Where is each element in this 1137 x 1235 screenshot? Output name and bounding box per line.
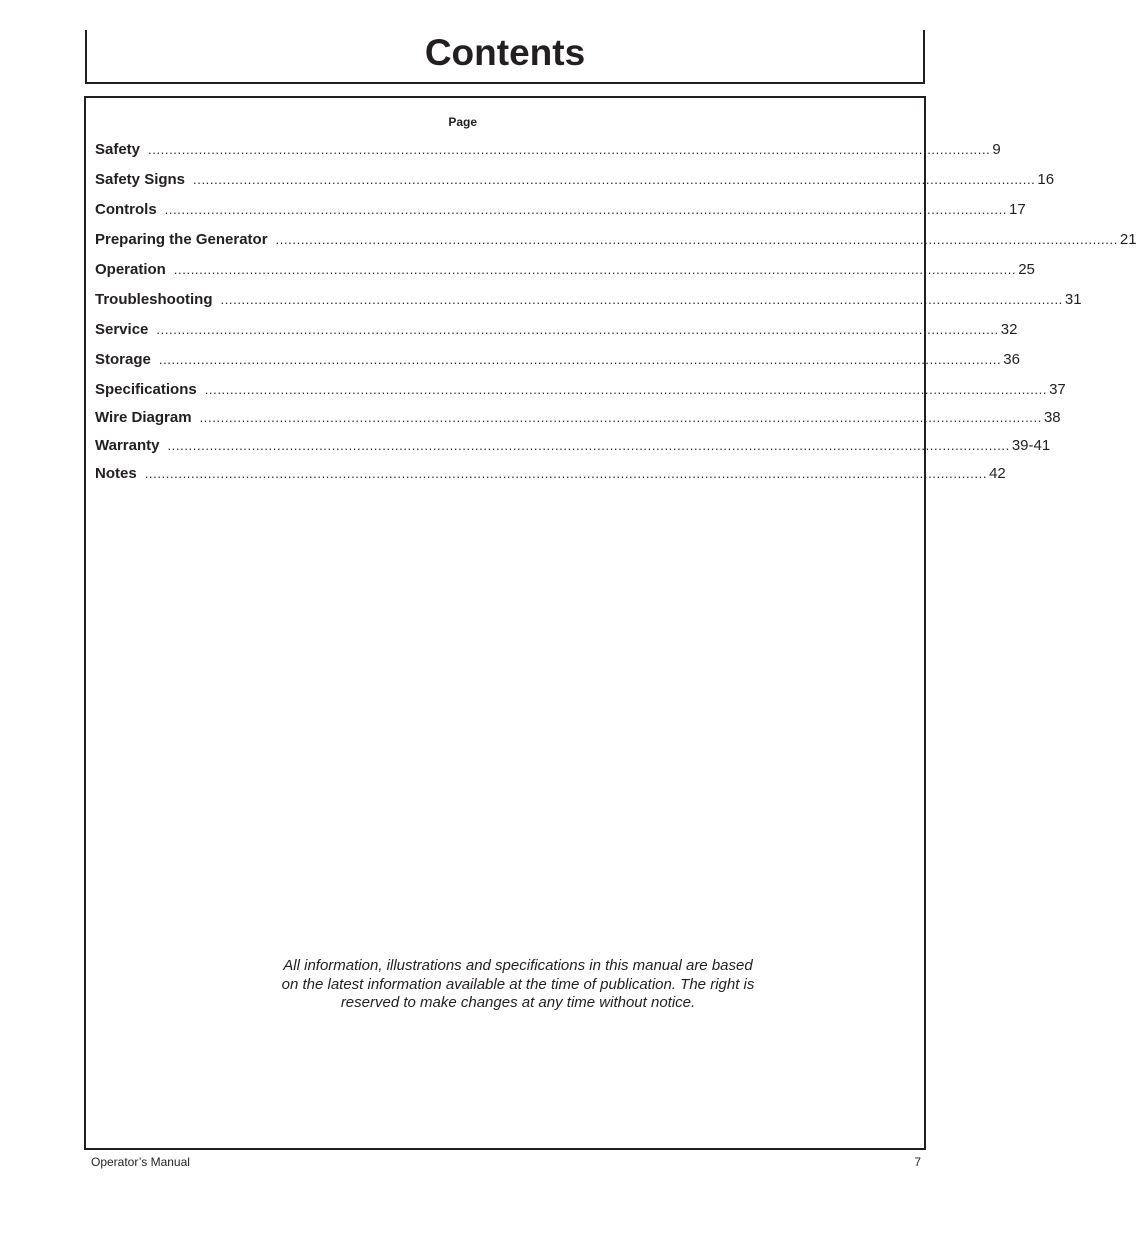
toc-entry-page: 17 xyxy=(1009,201,1026,218)
toc-entry-page: 39-41 xyxy=(1011,437,1051,454)
toc-entry-page: 36 xyxy=(1003,351,1020,368)
toc-entry-troubleshooting[interactable] xyxy=(95,290,1082,310)
toc-entry-title: Troubleshooting xyxy=(95,291,213,308)
toc-entry-page: 9 xyxy=(992,141,1001,158)
toc-entry-preparing-the-generator[interactable] xyxy=(95,230,1137,250)
toc-leader-dots: ........................................................................................................................................................................................................ xyxy=(199,410,1042,425)
toc-leader-dots: ........................................................................................................................................................................................................ xyxy=(158,352,1002,367)
toc-entry-controls[interactable] xyxy=(95,200,1026,220)
toc-entry-title: Wire Diagram xyxy=(95,409,192,426)
toc-entry-page: 38 xyxy=(1043,409,1061,426)
toc-entry-title: Warranty xyxy=(95,437,160,454)
toc-entry-title: Preparing the Generator xyxy=(95,231,268,248)
footer-manual-name: Operator’s Manual xyxy=(91,1155,190,1169)
toc-entry-wire-diagram[interactable] xyxy=(95,408,1061,428)
toc-entry-service[interactable] xyxy=(95,320,1018,340)
disclaimer-notice xyxy=(258,957,778,1013)
toc-leader-dots: ........................................................................................................................................................................................................ xyxy=(144,466,988,481)
toc-leader-dots: ........................................................................................................................................................................................................ xyxy=(220,292,1063,307)
toc-leader-dots: ........................................................................................................................................................................................................ xyxy=(167,438,1010,453)
toc-entry-warranty[interactable] xyxy=(95,436,1051,456)
toc-entry-page: 31 xyxy=(1064,291,1082,308)
toc-entry-page: 21 xyxy=(1119,231,1137,248)
toc-leader-dots: ........................................................................................................................................................................................................ xyxy=(164,202,1008,217)
toc-entry-title: Service xyxy=(95,321,149,338)
toc-entry-title: Safety xyxy=(95,141,141,158)
toc-entry-title: Controls xyxy=(95,201,157,218)
toc-entry-page: 37 xyxy=(1049,381,1066,398)
toc-entry-page: 32 xyxy=(1000,321,1018,338)
toc-entry-title: Safety Signs xyxy=(95,171,186,188)
table-of-contents xyxy=(95,112,1137,482)
toc-entry-specifications[interactable] xyxy=(95,380,1066,400)
toc-leader-dots: ........................................................................................................................................................................................................ xyxy=(173,262,1017,277)
toc-entry-notes[interactable] xyxy=(95,464,1006,484)
toc-entry-title: Storage xyxy=(95,351,151,368)
toc-entry-title: Specifications xyxy=(95,381,197,398)
toc-entry-page: 25 xyxy=(1018,261,1035,278)
page-title: Contents xyxy=(424,32,586,73)
toc-entry-storage[interactable] xyxy=(95,350,1020,370)
footer-page-number: 7 xyxy=(914,1155,921,1169)
disclaimer-line: All information, illustrations and specifications in this manual are based xyxy=(283,957,753,974)
disclaimer-line: reserved to make changes at any time without notice. xyxy=(340,994,696,1011)
toc-entry-page: 42 xyxy=(989,465,1006,482)
disclaimer-line: on the latest information available at the time of publication. The right is xyxy=(281,975,755,993)
title-box xyxy=(85,30,925,84)
toc-leader-dots: ........................................................................................................................................................................................................ xyxy=(148,142,991,157)
toc-entry-page: 16 xyxy=(1037,171,1055,188)
toc-leader-dots: ........................................................................................................................................................................................................ xyxy=(204,382,1048,397)
toc-entry-safety-signs[interactable] xyxy=(95,170,1055,190)
page-column-label: Page xyxy=(448,115,477,129)
toc-entry-title: Operation xyxy=(95,261,166,278)
toc-entry-safety[interactable] xyxy=(95,140,1001,160)
toc-entry-operation[interactable] xyxy=(95,260,1035,280)
toc-leader-dots: ........................................................................................................................................................................................................ xyxy=(156,322,999,337)
toc-leader-dots: ........................................................................................................................................................................................................ xyxy=(275,232,1118,247)
toc-entry-title: Notes xyxy=(95,465,137,482)
toc-leader-dots: ........................................................................................................................................................................................................ xyxy=(193,172,1036,187)
